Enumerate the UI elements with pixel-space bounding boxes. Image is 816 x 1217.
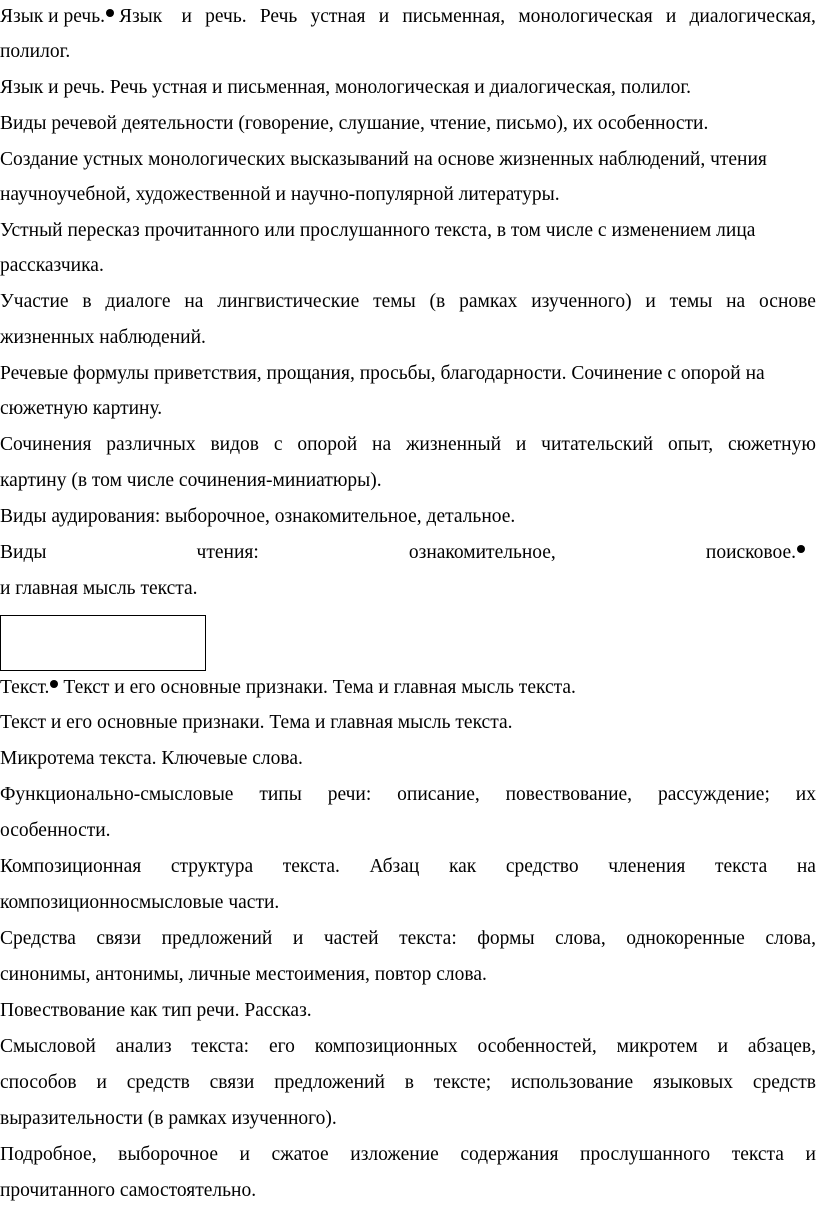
paragraph-line: и главная мысль текста. bbox=[0, 578, 198, 599]
word: композиционных bbox=[314, 1036, 458, 1057]
word: выборочное bbox=[118, 1144, 218, 1165]
word: на bbox=[184, 291, 204, 312]
word: его bbox=[268, 1036, 295, 1057]
word: абзацев, bbox=[747, 1036, 816, 1057]
section-heading-with-bullet bbox=[0, 5, 162, 29]
word: диалогическая, bbox=[689, 6, 816, 27]
word: средство bbox=[505, 856, 579, 877]
word: членения bbox=[608, 856, 686, 877]
word: основе bbox=[759, 291, 816, 312]
paragraph-line: композиционносмысловые части. bbox=[0, 892, 280, 913]
word: рассуждение; bbox=[657, 784, 770, 805]
word: изложение bbox=[350, 1144, 439, 1165]
word: Язык bbox=[118, 6, 163, 27]
word: Сочинения bbox=[0, 434, 92, 455]
word: (в bbox=[429, 291, 446, 312]
word: различных bbox=[106, 434, 196, 455]
paragraph-line bbox=[0, 290, 816, 314]
word: и bbox=[378, 6, 390, 27]
paragraph-line: особенности. bbox=[0, 820, 111, 841]
word: сюжетную bbox=[728, 434, 816, 455]
paragraph-line: Виды речевой деятельности (говорение, слушание, чтение, письмо), их особенности. bbox=[0, 113, 709, 134]
paragraph-text: Текст и его основные признаки. Тема и главная мысль текста. bbox=[63, 677, 576, 698]
word: микротем bbox=[616, 1036, 698, 1057]
bullet-icon bbox=[797, 545, 805, 553]
paragraph-line: картину (в том числе сочинения-миниатюры). bbox=[0, 470, 382, 491]
word: однокоренные bbox=[626, 928, 745, 949]
paragraph-line: синонимы, антонимы, личные местоимения, повтор слова. bbox=[0, 964, 487, 985]
word: ознакомительное, bbox=[408, 542, 556, 563]
word: поисковое. bbox=[705, 542, 796, 563]
paragraph-line bbox=[0, 541, 816, 565]
paragraph-line: Создание устных монологических высказываний на основе жизненных наблюдений, чтения bbox=[0, 149, 767, 170]
word: в bbox=[82, 291, 92, 312]
paragraph-line bbox=[0, 927, 816, 951]
bullet-icon bbox=[106, 9, 114, 17]
word: и bbox=[96, 1072, 107, 1093]
word: связи bbox=[96, 928, 142, 949]
word: связи bbox=[209, 1072, 255, 1093]
word: читательский bbox=[541, 434, 654, 455]
word: слова, bbox=[555, 928, 606, 949]
paragraph-line bbox=[0, 676, 816, 700]
paragraph-line: прочитанного самостоятельно. bbox=[0, 1180, 257, 1201]
word: предложений bbox=[161, 928, 273, 949]
word: содержания bbox=[460, 1144, 559, 1165]
word: и bbox=[292, 928, 304, 949]
paragraph-line: сюжетную картину. bbox=[0, 398, 163, 419]
word: речь. bbox=[205, 6, 247, 27]
paragraph-line: выразительности (в рамках изученного). bbox=[0, 1108, 337, 1129]
word: предложений bbox=[274, 1072, 385, 1093]
word: и bbox=[515, 434, 527, 455]
word: сжатое bbox=[271, 1144, 329, 1165]
word: диалоге bbox=[105, 291, 171, 312]
word: речи: bbox=[327, 784, 372, 805]
word-with-bullet bbox=[706, 541, 810, 565]
word: видов bbox=[210, 434, 259, 455]
word: темы bbox=[669, 291, 713, 312]
word: опыт, bbox=[667, 434, 714, 455]
word: структура bbox=[170, 856, 254, 877]
word: слова, bbox=[765, 928, 816, 949]
word: на bbox=[796, 856, 816, 877]
word: использование bbox=[511, 1072, 634, 1093]
word: особенностей, bbox=[477, 1036, 597, 1057]
word: и bbox=[717, 1036, 728, 1057]
word: и bbox=[181, 6, 192, 27]
word: изученного) bbox=[531, 291, 632, 312]
section-heading: Текст. bbox=[0, 677, 50, 698]
paragraph-line bbox=[0, 1071, 816, 1095]
word: опорой bbox=[297, 434, 358, 455]
word: прослушанного bbox=[580, 1144, 711, 1165]
word: текста: bbox=[191, 1036, 250, 1057]
word: способов bbox=[0, 1072, 77, 1093]
word: жизненный bbox=[405, 434, 502, 455]
word: Смысловой bbox=[0, 1036, 96, 1057]
paragraph-line: полилог. bbox=[0, 41, 71, 62]
word: языковых bbox=[652, 1072, 734, 1093]
paragraph-line bbox=[0, 1143, 816, 1167]
word: частей bbox=[323, 928, 379, 949]
word: Речь bbox=[259, 6, 298, 27]
paragraph-line: рассказчика. bbox=[0, 255, 104, 276]
word: текста: bbox=[399, 928, 457, 949]
word: Абзац bbox=[369, 856, 420, 877]
paragraph-line bbox=[0, 855, 816, 879]
word: их bbox=[795, 784, 816, 805]
word: с bbox=[273, 434, 283, 455]
empty-frame bbox=[0, 615, 206, 671]
word: рамках bbox=[459, 291, 518, 312]
word: формы bbox=[477, 928, 535, 949]
word: лингвистические bbox=[217, 291, 360, 312]
word: Подробное, bbox=[0, 1144, 97, 1165]
word: и bbox=[239, 1144, 250, 1165]
paragraph-line: Повествование как тип речи. Рассказ. bbox=[0, 1000, 312, 1021]
word: темы bbox=[373, 291, 416, 312]
word: как bbox=[448, 856, 477, 877]
word: средств bbox=[752, 1072, 816, 1093]
word: Участие bbox=[0, 291, 69, 312]
word: Функционально-смысловые bbox=[0, 784, 234, 805]
word: и bbox=[645, 291, 656, 312]
word: и bbox=[805, 1144, 816, 1165]
paragraph-line: Виды аудирования: выборочное, ознакомительное, детальное. bbox=[0, 506, 516, 527]
paragraph-line bbox=[0, 1035, 816, 1059]
word: и bbox=[665, 6, 677, 27]
word: Виды bbox=[0, 542, 47, 563]
paragraph-line bbox=[0, 783, 816, 807]
word: текста bbox=[731, 1144, 784, 1165]
paragraph-line bbox=[0, 433, 816, 457]
word: на bbox=[726, 291, 746, 312]
paragraph-line: Текст и его основные признаки. Тема и главная мысль текста. bbox=[0, 712, 513, 733]
word: чтения: bbox=[196, 542, 259, 563]
word: устная bbox=[310, 6, 366, 27]
word: средств bbox=[126, 1072, 190, 1093]
word: Средства bbox=[0, 928, 76, 949]
word: в bbox=[404, 1072, 414, 1093]
paragraph-line: Язык и речь. Речь устная и письменная, монологическая и диалогическая, полилог. bbox=[0, 77, 692, 98]
word: повествование, bbox=[505, 784, 633, 805]
word: описание, bbox=[397, 784, 480, 805]
bullet-icon bbox=[50, 680, 58, 688]
word: типы bbox=[259, 784, 302, 805]
paragraph-line: Микротема текста. Ключевые слова. bbox=[0, 748, 303, 769]
word: Композиционная bbox=[0, 856, 142, 877]
word: анализ bbox=[115, 1036, 172, 1057]
word: письменная, bbox=[402, 6, 506, 27]
word: тексте; bbox=[433, 1072, 492, 1093]
word: монологическая bbox=[518, 6, 653, 27]
paragraph-line: Устный пересказ прочитанного или прослушанного текста, в том числе с изменением лица bbox=[0, 220, 756, 241]
word: текста bbox=[714, 856, 768, 877]
paragraph-line: научноучебной, художественной и научно-популярной литературы. bbox=[0, 184, 560, 205]
paragraph-line bbox=[0, 5, 816, 29]
paragraph-line: Речевые формулы приветствия, прощания, просьбы, благодарности. Сочинение с опорой на bbox=[0, 363, 765, 384]
word: на bbox=[372, 434, 392, 455]
paragraph-line: жизненных наблюдений. bbox=[0, 327, 206, 348]
word: текста. bbox=[282, 856, 340, 877]
section-heading: Язык и речь. bbox=[0, 6, 105, 27]
